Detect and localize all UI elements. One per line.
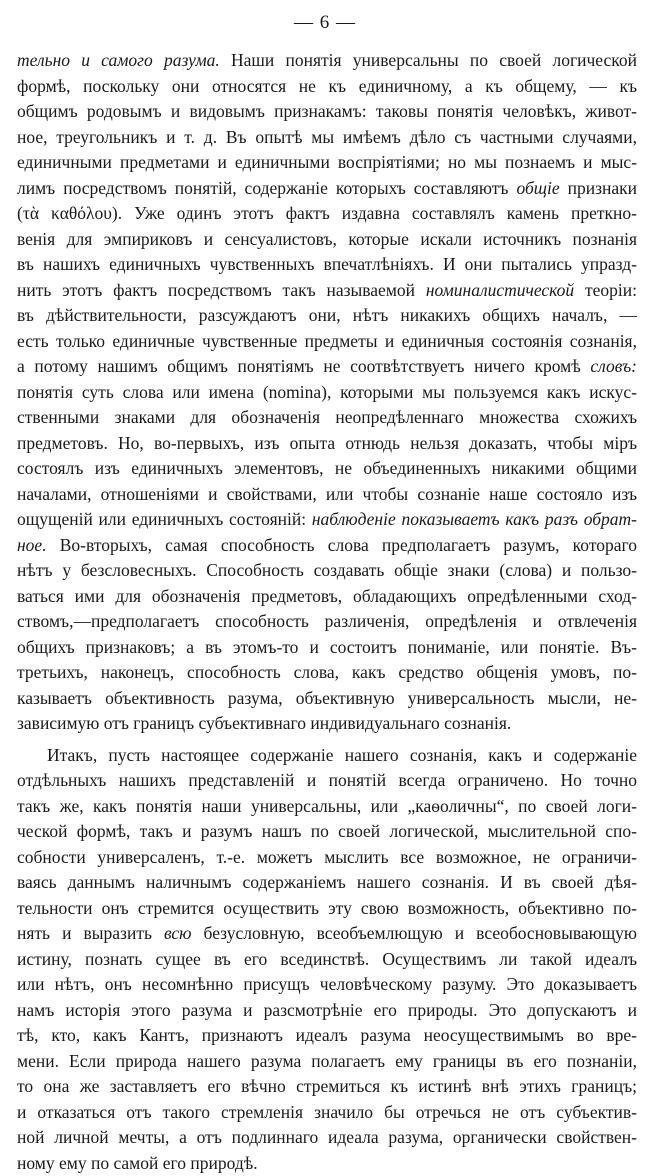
text-run: или нѣтъ, онъ несомнѣнно присущъ человѣческому разуму. Это доказываетъ: [17, 974, 637, 994]
text-run: ваясь даннымъ наличнымъ содержаніемъ нашего сознанія. И въ своей дѣя-: [17, 872, 637, 892]
text-run: ощущеній или единичныхъ состояній:: [17, 509, 312, 529]
text-line: [17, 176, 637, 202]
text-run: а потому нашимъ общимъ понятіямъ не соотвѣтствуетъ ничего кромѣ: [17, 356, 590, 376]
text-run: то она же заставляетъ его вѣчно стремиться къ истинѣ внѣ этихъ границъ;: [17, 1076, 637, 1096]
text-line: [17, 1023, 637, 1049]
text-run: началами, отношеніями и свойствами, или чтобы сознаніе наше состояло изъ: [17, 484, 637, 504]
text-run: лимъ посредствомъ понятій, содержаніе которыхъ составляютъ: [17, 178, 516, 198]
text-run: нять и выразить: [17, 923, 164, 943]
page-body: [17, 48, 637, 1176]
text-run: Итакъ, пусть настоящее содержаніе нашего сознанія, какъ и содержаніе: [47, 745, 637, 765]
text-run: есть только единичные чувственные предметы и единичныя состоянія сознанія,: [17, 331, 637, 351]
text-run: теоріи:: [574, 280, 637, 300]
text-line: [17, 303, 637, 329]
text-run: ное, треугольникъ и т. д. Въ опытѣ мы имѣемъ дѣло съ частными случаями,: [17, 127, 637, 147]
text-run: общихъ признаковъ; а въ этомъ-то и состоитъ пониманіе, или понятіе. Въ-: [17, 637, 637, 657]
text-line: [17, 1049, 637, 1075]
text-run: тельности онъ стремится осуществить эту свою возможность, объективно по-: [17, 898, 637, 918]
text-line: [17, 252, 637, 278]
text-line: [17, 125, 637, 151]
text-line: [17, 1151, 637, 1176]
text-line: [17, 74, 637, 100]
text-line: [17, 507, 637, 533]
text-run: признаки: [560, 178, 637, 198]
emphasis-text: наблюденіе показываетъ какъ разъ обрат-: [312, 509, 637, 529]
text-line: [17, 227, 637, 253]
paragraph: [17, 743, 637, 1176]
text-run: формѣ, поскольку они относятся не къ единичному, а къ общему, — къ: [17, 76, 637, 96]
text-line: [17, 278, 637, 304]
text-line: [17, 431, 637, 457]
text-line: [17, 380, 637, 406]
text-run: нить этотъ фактъ посредствомъ такъ называемой: [17, 280, 426, 300]
text-run: истину, познать сущее въ его всединствѣ. Осуществимъ ли такой идеалъ: [17, 949, 637, 969]
text-line: [17, 405, 637, 431]
emphasis-text: тельно и самого разума.: [17, 50, 220, 70]
text-line: [17, 819, 637, 845]
text-line: [17, 456, 637, 482]
paragraph: [17, 48, 637, 737]
emphasis-text: словъ:: [590, 356, 637, 376]
emphasis-text: номиналистической: [426, 280, 574, 300]
text-line: [17, 1074, 637, 1100]
text-run: ственными знаками для обозначенія неопредѣленнаго множества схожихъ: [17, 407, 637, 427]
text-line: [17, 768, 637, 794]
text-run: общимъ родовымъ и видовымъ признакамъ: таковы понятія человѣкъ, живот-: [17, 101, 637, 121]
page-number: — 6 —: [0, 12, 650, 34]
text-run: отдѣльныхъ нашихъ представленій и понятій всегда ограничено. Но точно: [17, 770, 637, 790]
text-line: [17, 635, 637, 661]
text-line: [17, 794, 637, 820]
text-line: [17, 998, 637, 1024]
text-run: мени. Если природа нашего разума полагаетъ ему границы въ его познаніи,: [17, 1051, 637, 1071]
text-run: понятія суть слова или имена (nomina), которыми мы пользуемся какъ искус-: [17, 382, 637, 402]
emphasis-text: ное.: [17, 535, 47, 555]
text-run: ствомъ,—предполагаетъ способность различенія, опредѣленія и отвлеченія: [17, 611, 637, 631]
text-line: [17, 896, 637, 922]
text-run: тѣ, кто, какъ Кантъ, признаютъ идеалъ разума неосуществимымъ во вре-: [17, 1025, 637, 1045]
text-run: Наши понятія универсальны по своей логической: [220, 50, 637, 70]
text-line: [17, 48, 637, 74]
text-line: [17, 845, 637, 871]
emphasis-text: общіе: [516, 178, 559, 198]
text-line: [17, 533, 637, 559]
text-run: ной личной мечты, а отъ подлиннаго идеала разума, органически свойствен-: [17, 1127, 637, 1147]
text-line: [17, 686, 637, 712]
text-line: [17, 354, 637, 380]
text-run: въ нашихъ единичныхъ чувственныхъ впечатлѣніяхъ. И они пытались упразд-: [17, 254, 637, 274]
text-run: намъ исторія этого разума и разсмотрѣніе его природы. Это допускаютъ и: [17, 1000, 637, 1020]
text-run: третьихъ, наконецъ, способность слова, какъ средство общенія умовъ, по-: [17, 662, 637, 682]
text-run: зависимую отъ границъ субъективнаго индивидуальнаго сознанія.: [17, 713, 511, 733]
text-run: состоялъ изъ единичныхъ элементовъ, не объединенныхъ никакими общими: [17, 458, 637, 478]
text-run: предметовъ. Но, во-первыхъ, изъ опыта отнюдь нельзя доказать, чтобы міръ: [17, 433, 637, 453]
text-run: Во-вторыхъ, самая способность слова предполагаетъ разумъ, котораго: [47, 535, 637, 555]
text-line: [17, 1100, 637, 1126]
text-run: безусловную, всеобъемлющую и всеобосновывающую: [191, 923, 637, 943]
text-run: казываетъ объективность разума, объективную универсальность мысли, не-: [17, 688, 637, 708]
text-run: (τὰ καθόλου). Уже одинъ этотъ фактъ издавна составлялъ камень преткно-: [17, 203, 637, 223]
text-run: ному ему по самой его природѣ.: [17, 1153, 258, 1173]
text-run: въ дѣйствительности, разсуждаютъ они, нѣтъ никакихъ общихъ началъ, —: [17, 305, 637, 325]
text-run: и отказаться отъ такого стремленія значило бы отречься не отъ субъектив-: [17, 1102, 637, 1122]
text-line: [17, 329, 637, 355]
text-line: [17, 921, 637, 947]
text-run: венія для эмпириковъ и сенсуалистовъ, которые искали источникъ познанія: [17, 229, 637, 249]
text-line: [17, 99, 637, 125]
text-line: [17, 1125, 637, 1151]
text-line: [17, 870, 637, 896]
text-line: [17, 584, 637, 610]
text-run: нѣтъ у безсловесныхъ. Способность создавать общіе знаки (слова) и пользо-: [17, 560, 637, 580]
text-run: ваться ими для обозначенія предметовъ, обладающихъ опредѣленными сход-: [17, 586, 637, 606]
text-line: [17, 201, 637, 227]
text-line: [17, 150, 637, 176]
text-line: [17, 972, 637, 998]
text-line: [17, 558, 637, 584]
text-line: [17, 660, 637, 686]
text-line: [17, 947, 637, 973]
text-run: единичными предметами и единичными воспріятіями; но мы познаемъ и мыс-: [17, 152, 637, 172]
emphasis-text: всю: [164, 923, 191, 943]
text-line: [17, 609, 637, 635]
text-line: [17, 711, 637, 737]
text-run: такъ же, какъ понятія наши универсальны, или „каѳоличны“, по своей логи-: [17, 796, 637, 816]
text-run: ческой формѣ, такъ и разумъ нашъ по своей логической, мыслительной спо-: [17, 821, 637, 841]
text-line: [17, 482, 637, 508]
text-run: собности универсаленъ, т.-е. можетъ мыслить все возможное, не ограничи-: [17, 847, 637, 867]
text-line: [17, 743, 637, 769]
